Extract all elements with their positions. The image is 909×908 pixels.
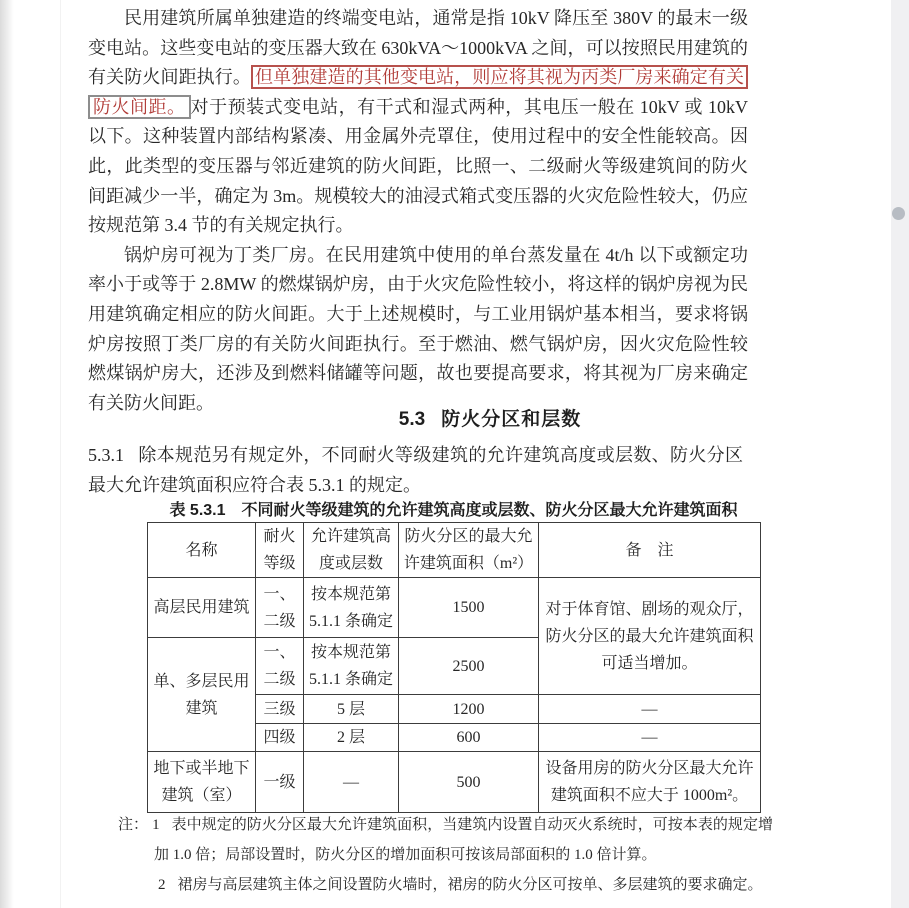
clause-5-3-1 (88, 441, 743, 500)
note-text: 裙房与高层建筑主体之间设置防火墙时，裙房的防火分区可按单、多层建筑的要求确定。 (177, 877, 763, 893)
highlighted-text-segment: 但单独建造的其他变电站，则应将其视为丙类厂房来确定有关 (251, 65, 748, 89)
column-header-fire-rating: 耐火等级 (256, 523, 304, 578)
section-title: 防火分区和层数 (441, 409, 582, 430)
section-number: 5.3 (398, 409, 426, 430)
notes-label: 注： (118, 817, 149, 833)
column-header-max-area: 防火分区的最大允许建筑面积（m²） (399, 523, 539, 578)
cell-remark-merged: 对于体育馆、剧场的观众厅，防火分区的最大允许建筑面积可适当增加。 (539, 578, 761, 695)
text-segment: 锅炉房可视为丁类厂房。在民用建筑中使用的单台蒸发量在 4t/h 以下或额定功率小于或等于 2.8MW 的燃煤锅炉房，由于火灾危险性较小，将这样的锅炉房视为民用建筑确定相应的防火间距。大于上述规模时，与工业用锅炉基本相当，要求将锅炉房按照丁类厂房的有关防火间距执行。至于燃油、燃气锅炉房，因火灾危险性较燃煤锅炉房大，还涉及到燃料储罐等问题，故也要提高要求，将其视为厂房来确定有关防火间距。 (88, 244, 748, 413)
table-caption: 表 5.3.1 不同耐火等级建筑的允许建筑高度或层数、防火分区最大允许建筑面积 (169, 502, 738, 519)
paragraph-substation (88, 4, 748, 241)
cell-rating: 三级 (256, 695, 304, 724)
cell-area: 1200 (399, 695, 539, 724)
cell-name-highrise: 高层民用建筑 (148, 578, 256, 638)
highlighted-text-segment: 防火间距。 (88, 95, 191, 119)
column-header-name: 名称 (148, 523, 256, 578)
table-header-row (148, 523, 761, 578)
text-segment: 对于预装式变电站，有干式和湿式两种，其电压一般在 10kV 或 10kV 以下。这种装置内部结构紧凑、用金属外壳罩住，使用过程中的安全性能较高。因此，此类型的变压器与邻近建筑的防火间距，比照一、二级耐火等级建筑间的防火间距减少一半，确定为 3m。规模较大的油浸式箱式变压器的火灾危险性较大，仍应按规范第 3.4 节的有关规定执行。 (88, 96, 749, 236)
note-item-1 (118, 810, 773, 870)
cell-remark: — (539, 724, 761, 752)
cell-area: 600 (399, 724, 539, 752)
cell-area: 2500 (399, 638, 539, 695)
cell-name-multistorey: 单、多层民用建筑 (148, 638, 256, 752)
table-row (148, 578, 761, 638)
text-segment: 民用建筑所属单独建造的终端变电站，通常是指 10kV 降压至 380V 的最末一级变电站。这些变电站的变压器大致在 630kVA～1000kVA 之间，可以按照民用建筑的有关防火间距执行。 (88, 8, 748, 88)
cell-rating: 四级 (256, 724, 304, 752)
cell-height: 按本规范第 5.1.1 条确定 (304, 638, 399, 695)
fire-compartment-table (147, 522, 761, 813)
cell-rating: 一、二级 (256, 578, 304, 638)
cell-area: 1500 (399, 578, 539, 638)
cell-height: 5 层 (304, 695, 399, 724)
clause-number: 5.3.1 (88, 445, 124, 465)
page-edge-shadow (0, 0, 14, 908)
section-heading (70, 404, 909, 431)
cell-name-underground: 地下或半地下建筑（室） (148, 752, 256, 813)
table-row (148, 752, 761, 813)
page-edge-line (60, 0, 61, 908)
cell-area: 500 (399, 752, 539, 813)
scrollbar-track[interactable] (891, 0, 909, 908)
cell-remark-equipment: 设备用房的防火分区最大允许建筑面积不应大于 1000m²。 (539, 752, 761, 813)
paragraph-boiler-room (88, 241, 748, 419)
document-body (88, 4, 748, 418)
cell-rating: 一级 (256, 752, 304, 813)
note-number: 2 (158, 877, 166, 893)
note-number: 1 (152, 817, 160, 833)
column-header-allowed-height: 允许建筑高度或层数 (304, 523, 399, 578)
note-item-2 (158, 870, 773, 900)
scrollbar-thumb[interactable] (892, 207, 905, 220)
cell-height: — (304, 752, 399, 813)
clause-text: 除本规范另有规定外，不同耐火等级建筑的允许建筑高度或层数、防火分区最大允许建筑面积应符合表 5.3.1 的规定。 (88, 445, 743, 495)
column-header-remark: 备 注 (539, 523, 761, 578)
cell-height: 2 层 (304, 724, 399, 752)
cell-height: 按本规范第 5.1.1 条确定 (304, 578, 399, 638)
table-notes (118, 810, 773, 900)
note-text: 表中规定的防火分区最大允许建筑面积，当建筑内设置自动灭火系统时，可按本表的规定增加 1.0 倍；局部设置时，防火分区的增加面积可按该局部面积的 1.0 倍计算。 (154, 817, 773, 863)
cell-rating: 一、二级 (256, 638, 304, 695)
cell-remark: — (539, 695, 761, 724)
